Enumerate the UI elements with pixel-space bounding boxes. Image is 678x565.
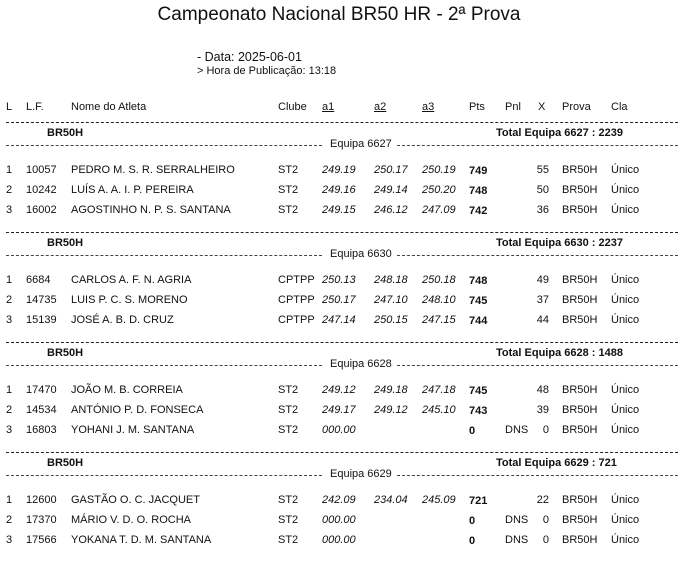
athlete-prova: BR50H	[562, 184, 598, 196]
athlete-a2: 249.12	[374, 404, 408, 416]
date-label: - Data: 2025-06-01	[197, 50, 302, 64]
athlete-pts: 0	[469, 535, 476, 547]
athlete-clube: ST2	[278, 494, 299, 506]
header-l: L	[6, 101, 13, 113]
athlete-pnl: DNS	[505, 514, 529, 526]
athlete-lf: 14735	[26, 294, 57, 306]
publication-time: > Hora de Publicação: 13:18	[197, 65, 337, 77]
athlete-x: 0	[542, 514, 549, 526]
group-prova: BR50H	[47, 457, 84, 469]
athlete-name: JOSÉ A. B. D. CRUZ	[71, 314, 174, 326]
athlete-l: 2	[6, 184, 13, 196]
equipa-dash-right	[397, 145, 678, 146]
header-name: Nome do Atleta	[71, 101, 147, 113]
athlete-clube: ST2	[278, 184, 299, 196]
athlete-l: 3	[6, 204, 13, 216]
equipa-dash-right	[397, 255, 678, 256]
athlete-a1: 249.15	[322, 204, 356, 216]
athlete-l: 1	[6, 494, 13, 506]
athlete-l: 1	[6, 384, 13, 396]
page-title: Campeonato Nacional BR50 HR - 2ª Prova	[157, 4, 521, 25]
group-total: Total Equipa 6630 : 2237	[496, 237, 623, 249]
athlete-x: 55	[536, 164, 549, 176]
athlete-a1: 000.00	[322, 514, 356, 526]
group-prova: BR50H	[47, 127, 84, 139]
athlete-lf: 17370	[26, 514, 57, 526]
athlete-a1: 249.16	[322, 184, 356, 196]
athlete-l: 3	[6, 314, 13, 326]
athlete-lf: 10057	[26, 164, 57, 176]
athlete-l: 3	[6, 424, 13, 436]
header-lf: L.F.	[26, 101, 44, 113]
header-a2: a2	[374, 101, 387, 113]
athlete-prova: BR50H	[562, 534, 598, 546]
athlete-name: MÁRIO V. D. O. ROCHA	[71, 514, 192, 526]
athlete-a3: 250.20	[422, 184, 456, 196]
group-total: Total Equipa 6629 : 721	[496, 457, 617, 469]
athlete-a2: 248.18	[374, 274, 408, 286]
athlete-lf: 17470	[26, 384, 57, 396]
athlete-clube: CPTPP	[278, 294, 315, 306]
athlete-cla: Único	[611, 274, 640, 286]
athlete-l: 1	[6, 164, 13, 176]
athlete-pts: 743	[469, 405, 488, 417]
athlete-lf: 12600	[26, 494, 57, 506]
group-equipa: Equipa 6628	[330, 358, 392, 370]
athlete-x: 49	[536, 274, 549, 286]
athlete-prova: BR50H	[562, 494, 598, 506]
athlete-cla: Único	[611, 314, 640, 326]
athlete-cla: Único	[611, 164, 640, 176]
athlete-a3: 247.15	[422, 314, 456, 326]
athlete-cla: Único	[611, 404, 640, 416]
athlete-a1: 247.14	[322, 314, 356, 326]
athlete-a3: 247.18	[422, 384, 456, 396]
athlete-clube: ST2	[278, 384, 299, 396]
athlete-a3: 248.10	[422, 294, 456, 306]
athlete-lf: 17566	[26, 534, 57, 546]
athlete-lf: 16803	[26, 424, 57, 436]
athlete-prova: BR50H	[562, 404, 598, 416]
athlete-x: 36	[536, 204, 549, 216]
group-separator	[6, 452, 678, 453]
athlete-pts: 721	[469, 495, 488, 507]
header-a1: a1	[322, 101, 335, 113]
group-equipa: Equipa 6629	[330, 468, 392, 480]
athlete-a1: 000.00	[322, 534, 356, 546]
athlete-a2: 234.04	[374, 494, 408, 506]
athlete-name: GASTÃO O. C. JACQUET	[71, 494, 200, 506]
header-pnl: Pnl	[505, 101, 521, 113]
group-separator	[6, 342, 678, 343]
athlete-x: 39	[536, 404, 549, 416]
equipa-dash-right	[397, 475, 678, 476]
athlete-pts: 742	[469, 205, 488, 217]
header-prova: Prova	[562, 101, 591, 113]
athlete-pnl: DNS	[505, 534, 529, 546]
athlete-lf: 16002	[26, 204, 57, 216]
athlete-a1: 000.00	[322, 424, 356, 436]
header-clube: Clube	[278, 101, 307, 113]
equipa-dash-left	[6, 145, 322, 146]
athlete-x: 37	[536, 294, 549, 306]
athlete-clube: ST2	[278, 204, 299, 216]
athlete-cla: Único	[611, 204, 640, 216]
athlete-name: LUÍS A. A. I. P. PEREIRA	[71, 184, 194, 196]
athlete-a1: 250.13	[322, 274, 356, 286]
athlete-clube: CPTPP	[278, 314, 315, 326]
athlete-cla: Único	[611, 494, 640, 506]
group-prova: BR50H	[47, 237, 84, 249]
athlete-x: 44	[536, 314, 549, 326]
athlete-a2: 249.14	[374, 184, 408, 196]
athlete-prova: BR50H	[562, 514, 598, 526]
athlete-pts: 745	[469, 385, 488, 397]
group-separator	[6, 232, 678, 233]
athlete-a3: 245.09	[422, 494, 456, 506]
athlete-l: 3	[6, 534, 13, 546]
athlete-a3: 250.19	[422, 164, 456, 176]
athlete-pts: 744	[469, 315, 488, 327]
athlete-l: 2	[6, 294, 13, 306]
group-separator	[6, 122, 678, 123]
athlete-prova: BR50H	[562, 294, 598, 306]
athlete-x: 22	[536, 494, 549, 506]
athlete-prova: BR50H	[562, 424, 598, 436]
athlete-a1: 242.09	[322, 494, 356, 506]
athlete-a1: 250.17	[322, 294, 356, 306]
athlete-l: 1	[6, 274, 13, 286]
athlete-a2: 247.10	[374, 294, 408, 306]
athlete-lf: 6684	[26, 274, 51, 286]
athlete-l: 2	[6, 404, 13, 416]
athlete-name: AGOSTINHO N. P. S. SANTANA	[71, 204, 231, 216]
athlete-a2: 250.15	[374, 314, 408, 326]
athlete-pts: 0	[469, 515, 476, 527]
athlete-x: 50	[536, 184, 549, 196]
athlete-a1: 249.17	[322, 404, 356, 416]
athlete-a3: 247.09	[422, 204, 456, 216]
athlete-lf: 15139	[26, 314, 57, 326]
header-x: X	[538, 101, 546, 113]
equipa-dash-left	[6, 475, 322, 476]
athlete-prova: BR50H	[562, 314, 598, 326]
athlete-a1: 249.19	[322, 164, 356, 176]
athlete-clube: ST2	[278, 424, 299, 436]
athlete-clube: ST2	[278, 404, 299, 416]
athlete-name: PEDRO M. S. R. SERRALHEIRO	[71, 164, 235, 176]
athlete-pnl: DNS	[505, 424, 529, 436]
athlete-cla: Único	[611, 184, 640, 196]
athlete-name: CARLOS A. F. N. AGRIA	[71, 274, 192, 286]
athlete-pts: 0	[469, 425, 476, 437]
athlete-name: YOHANI J. M. SANTANA	[71, 424, 195, 436]
athlete-prova: BR50H	[562, 274, 598, 286]
header-cla: Cla	[611, 101, 628, 113]
equipa-dash-left	[6, 255, 322, 256]
athlete-clube: ST2	[278, 534, 299, 546]
athlete-pts: 745	[469, 295, 488, 307]
group-equipa: Equipa 6627	[330, 138, 392, 150]
athlete-lf: 14534	[26, 404, 57, 416]
athlete-name: YOKANA T. D. M. SANTANA	[71, 534, 212, 546]
athlete-cla: Único	[611, 294, 640, 306]
athlete-a3: 245.10	[422, 404, 456, 416]
athlete-name: JOÃO M. B. CORREIA	[71, 384, 183, 396]
athlete-a2: 246.12	[374, 204, 408, 216]
athlete-lf: 10242	[26, 184, 57, 196]
athlete-pts: 749	[469, 165, 488, 177]
group-total: Total Equipa 6628 : 1488	[496, 347, 623, 359]
athlete-a3: 250.18	[422, 274, 456, 286]
group-prova: BR50H	[47, 347, 84, 359]
group-equipa: Equipa 6630	[330, 248, 392, 260]
athlete-clube: ST2	[278, 164, 299, 176]
group-total: Total Equipa 6627 : 2239	[496, 127, 623, 139]
athlete-prova: BR50H	[562, 204, 598, 216]
athlete-l: 2	[6, 514, 13, 526]
athlete-prova: BR50H	[562, 384, 598, 396]
athlete-cla: Único	[611, 424, 640, 436]
athlete-name: ANTÓNIO P. D. FONSECA	[71, 404, 204, 416]
athlete-name: LUIS P. C. S. MORENO	[71, 294, 188, 306]
athlete-cla: Único	[611, 514, 640, 526]
athlete-a1: 249.12	[322, 384, 356, 396]
athlete-prova: BR50H	[562, 164, 598, 176]
athlete-pts: 748	[469, 275, 488, 287]
athlete-clube: ST2	[278, 514, 299, 526]
athlete-a2: 250.17	[374, 164, 408, 176]
athlete-x: 48	[536, 384, 549, 396]
equipa-dash-left	[6, 365, 322, 366]
athlete-clube: CPTPP	[278, 274, 315, 286]
athlete-pts: 748	[469, 185, 488, 197]
header-pts: Pts	[469, 101, 485, 113]
equipa-dash-right	[397, 365, 678, 366]
athlete-x: 0	[542, 534, 549, 546]
athlete-cla: Único	[611, 534, 640, 546]
athlete-cla: Único	[611, 384, 640, 396]
athlete-a2: 249.18	[374, 384, 408, 396]
header-a3: a3	[422, 101, 435, 113]
athlete-x: 0	[542, 424, 549, 436]
